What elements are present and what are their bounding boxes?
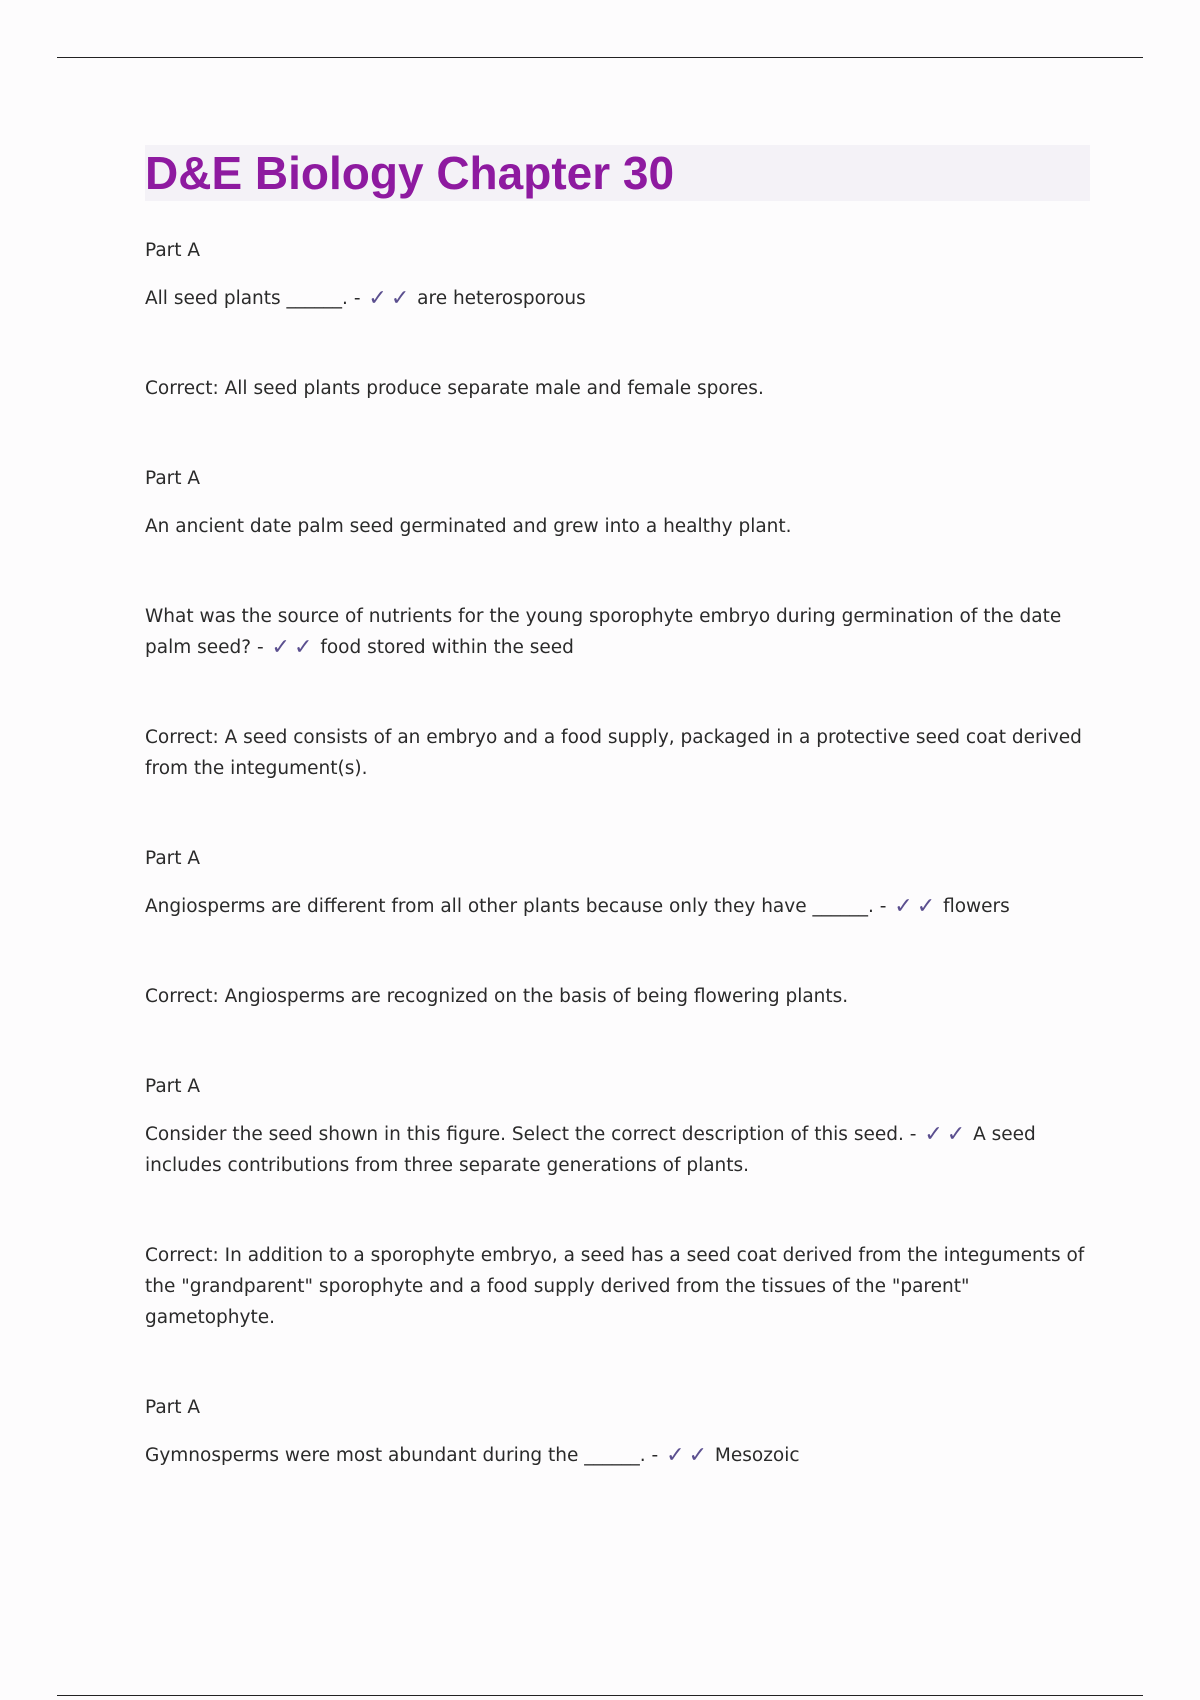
question-text: [145, 283, 1090, 314]
correct-explanation: Correct: Angiosperms are recognized on the basis of being flowering plants.: [145, 986, 849, 1007]
top-rule: [57, 57, 1143, 58]
question-text: [145, 1440, 1090, 1471]
question-text: [145, 1119, 1090, 1181]
page-title: D&E Biology Chapter 30: [145, 147, 675, 199]
check-icon: ✓: [293, 635, 313, 660]
question-prompt: Consider the seed shown in this figure. Select the correct description of this seed. -: [145, 1124, 917, 1145]
title-band: [145, 145, 1090, 201]
check-icon: ✓: [666, 1443, 685, 1468]
answer-text: food stored within the seed: [320, 637, 574, 658]
answer-text: Mesozoic: [714, 1445, 800, 1466]
part-label: Part A: [145, 1076, 201, 1097]
part-label: Part A: [145, 1397, 201, 1418]
document-body: [145, 145, 1090, 1471]
check-icon: ✓: [271, 635, 290, 660]
question-block: [145, 843, 1090, 1012]
part-label: Part A: [145, 848, 201, 869]
question-text: [145, 601, 1090, 663]
correct-explanation: Correct: All seed plants produce separate male and female spores.: [145, 378, 764, 399]
correct-explanation: Correct: A seed consists of an embryo and a food supply, packaged in a protective seed coat derived from the integument(s).: [145, 727, 1082, 779]
question-block: [145, 1392, 1090, 1471]
check-icon: ✓: [368, 286, 387, 311]
question-block: [145, 463, 1090, 784]
answer-text: are heterosporous: [417, 288, 586, 309]
check-icon: ✓: [894, 894, 913, 919]
check-icon: ✓: [946, 1122, 966, 1147]
check-icon: ✓: [924, 1122, 943, 1147]
question-prompt: Gymnosperms were most abundant during the ______. -: [145, 1445, 659, 1466]
question-prompt: All seed plants ______. -: [145, 288, 361, 309]
part-label: Part A: [145, 240, 201, 261]
question-prompt: Angiosperms are different from all other plants because only they have ______. -: [145, 896, 887, 917]
bottom-rule: [57, 1695, 1143, 1696]
question-text: [145, 891, 1090, 922]
question-block: [145, 1071, 1090, 1333]
question-prompt: What was the source of nutrients for the young sporophyte embryo during germination of the date palm seed? -: [145, 606, 1062, 658]
check-icon: ✓: [688, 1443, 707, 1468]
answer-text: A seed includes contributions from three separate generations of plants.: [145, 1124, 1036, 1176]
correct-explanation: Correct: In addition to a sporophyte embryo, a seed has a seed coat derived from the integuments of the "grandparent" sporophyte and a food supply derived from the tissues of the "parent" gametophyte.: [145, 1245, 1085, 1328]
check-icon: ✓: [390, 286, 410, 311]
answer-text: flowers: [943, 896, 1010, 917]
part-label: Part A: [145, 468, 201, 489]
question-intro: An ancient date palm seed germinated and grew into a healthy plant.: [145, 516, 792, 537]
question-block: [145, 235, 1090, 404]
check-icon: ✓: [916, 894, 936, 919]
